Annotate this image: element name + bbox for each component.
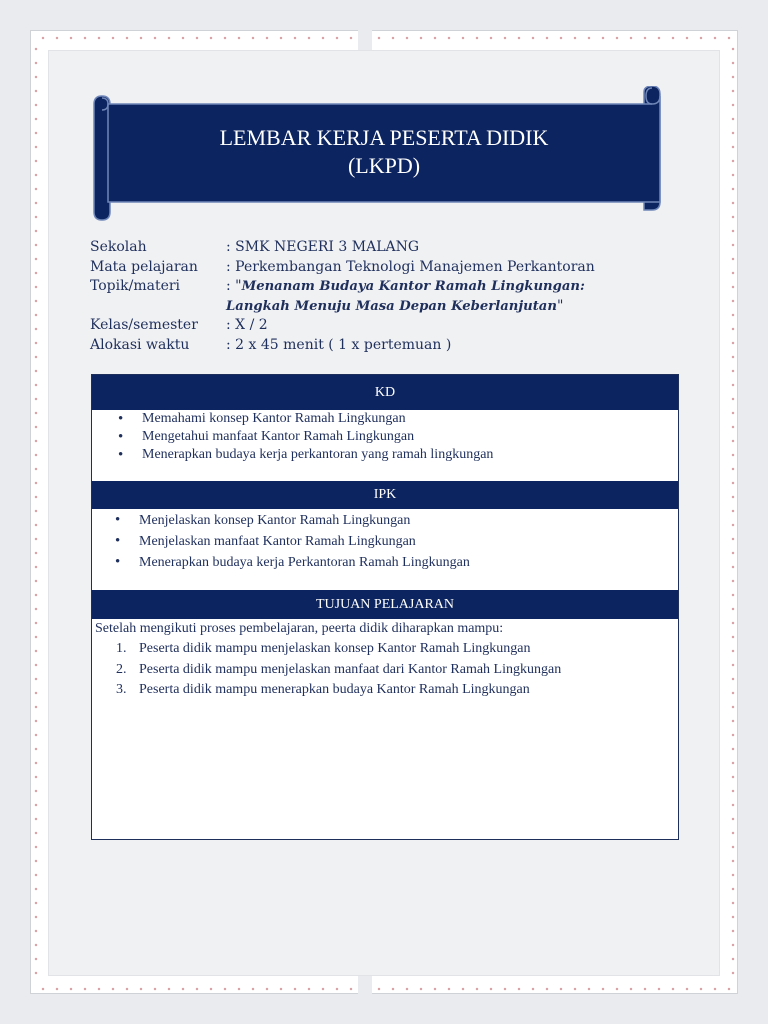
list-item: • Menjelaskan konsep Kantor Ramah Lingkungan (92, 510, 470, 531)
info-label: Mata pelajaran (90, 258, 198, 275)
item-number: 3. (116, 682, 127, 697)
topik-text: Menanam Budaya Kantor Ramah Lingkungan: Langkah Menuju Masa Depan Keberlanjutan (226, 279, 585, 314)
list-item: • Mengetahui manfaat Kantor Ramah Lingkungan (92, 428, 493, 446)
info-label: Alokasi waktu (90, 336, 190, 353)
title-line-1: LEMBAR KERJA PESERTA DIDIK (219, 125, 549, 150)
list-item: • Menjelaskan manfaat Kantor Ramah Lingkungan (92, 531, 470, 552)
list-item (92, 660, 561, 681)
info-row-mata-pelajaran (90, 258, 650, 278)
info-label: Sekolah (90, 239, 147, 255)
list-item (92, 680, 561, 701)
item-text: Peserta didik mampu menjelaskan manfaat dari Kantor Ramah Lingkungan (139, 661, 562, 677)
info-value: : X / 2 (226, 317, 268, 333)
list-item (92, 639, 561, 660)
tujuan-heading: TUJUAN PELAJARAN (92, 590, 678, 619)
document-title (108, 104, 660, 200)
info-row-sekolah (90, 238, 650, 258)
learning-table (91, 374, 679, 840)
item-text: Peserta didik mampu menjelaskan konsep Kantor Ramah Lingkungan (139, 641, 531, 656)
info-label: Topik/materi (90, 278, 181, 294)
info-value-topik (226, 277, 650, 316)
info-value: : Perkembangan Teknologi Manajemen Perkantoran (226, 258, 595, 275)
info-row-topik (90, 277, 650, 316)
kd-list (92, 410, 493, 464)
kd-heading: KD (92, 375, 678, 410)
identity-info (90, 238, 650, 355)
decorative-border-bottom (36, 984, 734, 994)
item-number: 1. (116, 641, 127, 656)
info-label: Kelas/semester (90, 317, 198, 333)
tujuan-intro: Setelah mengikuti proses pembelajaran, peerta didik diharapkan mampu: (95, 621, 504, 636)
info-value: : 2 x 45 menit ( 1 x pertemuan ) (226, 336, 452, 353)
title-line-2: (LKPD) (347, 153, 421, 178)
item-text: Peserta didik mampu menerapkan budaya Kantor Ramah Lingkungan (139, 682, 530, 697)
tujuan-list (92, 639, 561, 701)
ipk-list (92, 510, 470, 573)
ipk-heading: IPK (92, 481, 678, 509)
info-row-kelas (90, 316, 650, 336)
item-number: 2. (116, 661, 127, 677)
list-item: • Menerapkan budaya kerja perkantoran yang ramah lingkungan (92, 446, 493, 464)
topik-prefix: : " (226, 278, 242, 294)
sheet-gap (358, 976, 372, 994)
decorative-border-top (36, 33, 734, 43)
decorative-border-right (728, 42, 738, 984)
list-item: • Memahami konsep Kantor Ramah Lingkungan (92, 410, 493, 428)
info-value: : SMK NEGERI 3 MALANG (226, 239, 420, 255)
sheet-gap (358, 30, 372, 50)
info-row-alokasi (90, 336, 650, 356)
decorative-border-left (31, 42, 41, 984)
topik-suffix: " (556, 297, 564, 314)
list-item: • Menerapkan budaya kerja Perkantoran Ramah Lingkungan (92, 552, 470, 573)
